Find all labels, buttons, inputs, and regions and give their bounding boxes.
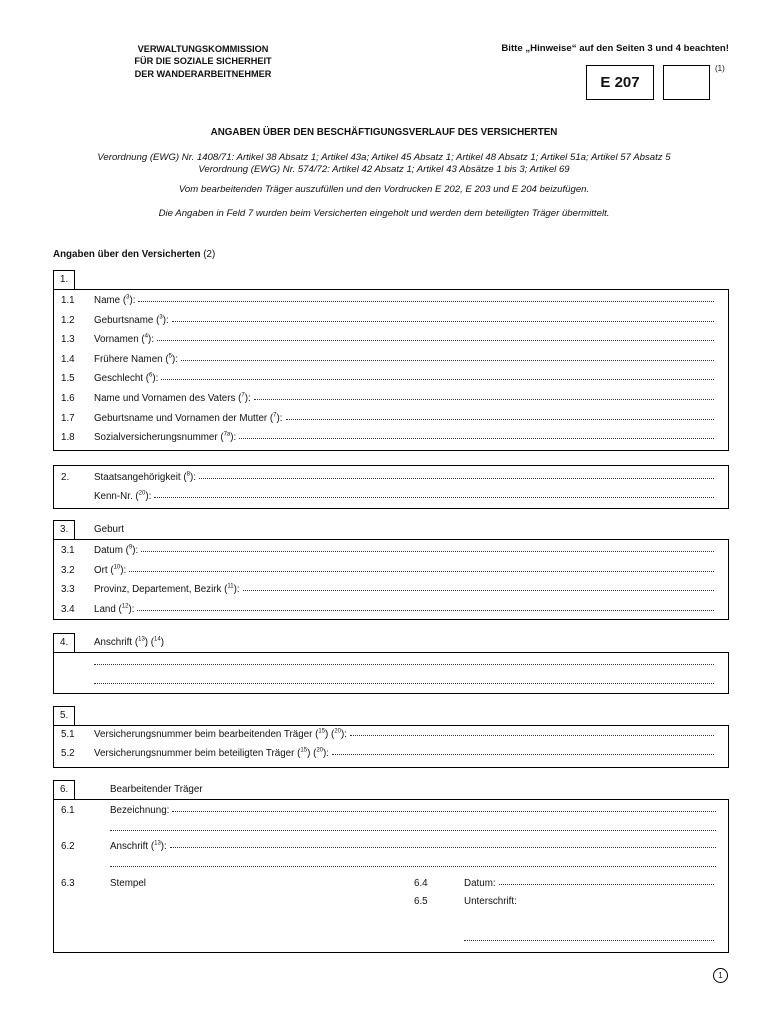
- institution-address-label: Anschrift ($^{13}$):: [110, 840, 167, 852]
- footnote-ref: 3: [159, 314, 163, 321]
- footnote-ref: 20: [316, 747, 324, 754]
- row-number: 3.1: [61, 545, 75, 556]
- institution-address-line[interactable]: [170, 846, 716, 848]
- form-field-row[interactable]: [94, 729, 714, 740]
- id-number-label-text: Kenn-Nr.: [94, 491, 133, 502]
- nationality-note: 8: [186, 471, 190, 478]
- address-heading-text: Anschrift: [94, 637, 133, 648]
- section-4-tab: [53, 633, 75, 653]
- field-label-text: Geschlecht: [94, 373, 144, 385]
- field-label: Land ($^{12}$):: [94, 603, 135, 615]
- form-field-row[interactable]: [94, 373, 714, 384]
- field-date[interactable]: [464, 878, 714, 889]
- footnote-ref: 11: [227, 583, 234, 590]
- authority-line-2: FÜR DIE SOZIALE SICHERHEIT: [134, 56, 272, 67]
- field-label-text: Vornamen: [94, 334, 139, 346]
- institution-name-label: Bezeichnung:: [110, 805, 170, 816]
- footnote-ref: 3: [126, 294, 130, 301]
- form-field-row[interactable]: [94, 334, 714, 345]
- fill-in-line[interactable]: [157, 339, 714, 341]
- field-label: Geburtsname ($^3$):: [94, 314, 169, 326]
- row-6-1-number: 6.1: [61, 805, 75, 816]
- address-line-1[interactable]: [94, 664, 714, 665]
- footnote-ref: 10: [113, 564, 121, 571]
- row-number: 1.5: [61, 373, 75, 385]
- form-title: ANGABEN ÜBER DEN BESCHÄFTIGUNGSVERLAUF DES VERSICHERTEN: [210, 127, 558, 138]
- row-number: 1.3: [61, 334, 75, 346]
- footnote-ref: 12: [121, 603, 129, 610]
- row-number: 1.6: [61, 393, 75, 404]
- regulation-line-2: Verordnung (EWG) Nr. 574/72: Artikel 42 Absatz 1; Artikel 43 Absätze 1 bis 3; Artikel 69: [198, 163, 570, 175]
- page-number: 1: [718, 971, 723, 980]
- field-label: Sozialversicherungsnummer ($^{7a}$):: [94, 431, 237, 444]
- section-4-box: [53, 652, 729, 694]
- section-3-tab: [53, 520, 75, 540]
- nationality-label: Staatsangehörigkeit ($^8$):: [94, 471, 196, 483]
- section-4-heading: Anschrift ($^{13}$) ($^{14}$): [94, 636, 164, 648]
- field-label: Provinz, Departement, Bezirk ($^{11}$):: [94, 583, 240, 595]
- section-6-tab: [53, 780, 75, 800]
- row-number: 3.2: [61, 564, 75, 576]
- instruction-2: Die Angaben in Feld 7 wurden beim Versicherten eingeholt und werden dem beteiligten Träger übermittelt.: [158, 208, 610, 219]
- regulation-references: [40, 152, 728, 175]
- id-number-note: 20: [138, 490, 146, 497]
- section-1-box: [53, 289, 729, 451]
- field-label-text: Sozialversicherungsnummer: [94, 432, 218, 444]
- footnote-ref: 5: [168, 353, 172, 360]
- form-field-row[interactable]: [94, 565, 714, 576]
- row-6-3-number: 6.3: [61, 878, 75, 889]
- section-2-number: 2.: [61, 472, 70, 483]
- authority-line-1: VERWALTUNGSKOMMISSION: [137, 44, 269, 54]
- footnote-ref: 6: [149, 373, 153, 380]
- section-title-text: Angaben über den Versicherten: [53, 249, 201, 260]
- field-label-text: Geburtsname und Vornamen der Mutter: [94, 412, 268, 424]
- form-field-row[interactable]: [94, 432, 714, 443]
- row-number: 3.4: [61, 603, 75, 615]
- address-note-a: 13: [138, 636, 145, 643]
- section-5-number: 5.: [60, 710, 69, 721]
- footnote-ref: 7: [273, 412, 277, 419]
- field-label: Geschlecht ($^6$):: [94, 373, 159, 385]
- section-6-box: [53, 799, 729, 953]
- row-6-2-number: 6.2: [61, 841, 75, 852]
- section-6-heading: Bearbeitender Träger: [110, 784, 203, 795]
- footnote-ref: 4: [144, 333, 148, 340]
- row-number: 1.7: [61, 412, 75, 424]
- institution-address-label-text: Anschrift: [110, 841, 149, 852]
- issuing-authority: [95, 43, 311, 80]
- section-5-tab: [53, 706, 75, 726]
- address-line-2[interactable]: [94, 683, 714, 684]
- institution-address-line-2[interactable]: [110, 866, 716, 867]
- institution-address-note: 13: [154, 840, 161, 847]
- stamp-label: Stempel: [110, 878, 146, 889]
- row-number: 1.1: [61, 295, 75, 306]
- institution-name-line-2[interactable]: [110, 830, 716, 831]
- field-label-text: Geburtsname: [94, 314, 154, 326]
- fill-in-line[interactable]: [161, 378, 714, 380]
- institution-name-line[interactable]: [172, 810, 716, 812]
- field-institution-address[interactable]: [110, 841, 716, 852]
- field-label-text: Land: [94, 603, 116, 615]
- fill-in-line[interactable]: [129, 570, 714, 572]
- fill-in-line[interactable]: [286, 418, 714, 420]
- form-field-row[interactable]: [94, 315, 714, 326]
- field-label-text: Versicherungsnummer beim bearbeitenden Träger: [94, 729, 313, 740]
- nationality-label-text: Staatsangehörigkeit: [94, 472, 181, 483]
- footnote-ref: 20: [334, 728, 341, 735]
- section-1-tab: [53, 270, 75, 290]
- field-label-text: Frühere Namen: [94, 353, 163, 365]
- fill-in-line[interactable]: [138, 300, 714, 302]
- fill-in-line[interactable]: [254, 398, 714, 400]
- row-number: 5.2: [61, 748, 75, 759]
- section-6-number: 6.: [60, 784, 69, 795]
- field-institution-name[interactable]: [110, 805, 716, 816]
- footnote-ref: 15: [318, 728, 326, 735]
- field-label: Datum ($^9$):: [94, 544, 139, 556]
- field-label-text: Name: [94, 295, 121, 306]
- field-label: Geburtsname und Vornamen der Mutter ($^7$):: [94, 412, 283, 424]
- signature-line[interactable]: [464, 940, 714, 941]
- field-label: Vornamen ($^4$):: [94, 333, 154, 346]
- section-title-note: (2): [203, 249, 216, 260]
- form-code-box: [586, 65, 654, 100]
- field-id-number[interactable]: [94, 491, 714, 502]
- date-label: Datum:: [464, 878, 496, 889]
- form-field-row[interactable]: [94, 584, 714, 595]
- signature-label: Unterschrift:: [464, 896, 517, 907]
- id-number-line[interactable]: [154, 496, 714, 498]
- authority-line-3: DER WANDERARBEITNEHMER: [134, 68, 272, 79]
- fill-in-line[interactable]: [137, 609, 714, 611]
- field-label-text: Versicherungsnummer beim beteiligten Träger: [94, 748, 295, 759]
- row-number: 5.1: [61, 729, 75, 740]
- field-label: Versicherungsnummer beim bearbeitenden Träger ($^{15}$) ($^{20}$):: [94, 728, 347, 740]
- country-code-field[interactable]: [663, 65, 710, 100]
- page-number-badge: [713, 968, 728, 983]
- section-3-heading: Geburt: [94, 524, 124, 535]
- field-label-text: Name und Vornamen des Vaters: [94, 393, 236, 404]
- section-1-number: 1.: [60, 274, 69, 285]
- form-field-row[interactable]: [94, 393, 714, 404]
- form-field-row[interactable]: [94, 295, 714, 306]
- field-label-text: Ort: [94, 564, 108, 576]
- field-label: Ort ($^{10}$):: [94, 564, 127, 576]
- form-field-row[interactable]: [94, 545, 714, 556]
- row-6-5-number: 6.5: [414, 896, 428, 907]
- fill-in-line[interactable]: [243, 589, 714, 591]
- row-number: 1.2: [61, 314, 75, 326]
- row-number: 3.3: [61, 584, 75, 595]
- field-label: Name ($^3$):: [94, 294, 136, 306]
- footnote-1: (1): [715, 64, 725, 73]
- fill-in-line[interactable]: [350, 734, 714, 736]
- instruction-1: Vom bearbeitenden Träger auszufüllen und den Vordrucken E 202, E 203 und E 204 beizufügen.: [178, 184, 590, 195]
- address-note-b: 14: [154, 636, 161, 643]
- footnote-ref: 7: [241, 392, 245, 399]
- fill-in-line[interactable]: [172, 320, 714, 322]
- fill-in-line[interactable]: [332, 753, 714, 755]
- fill-in-line[interactable]: [181, 359, 714, 361]
- row-6-4-number: 6.4: [414, 878, 428, 889]
- notes-notice: Bitte „Hinweise“ auf den Seiten 3 und 4 beachten!: [501, 43, 729, 54]
- section-3-number: 3.: [60, 524, 69, 535]
- form-code: E 207: [600, 74, 640, 91]
- row-number: 1.4: [61, 353, 75, 365]
- row-number: 1.8: [61, 432, 75, 444]
- form-field-row[interactable]: [94, 604, 714, 615]
- footnote-ref: 15: [300, 747, 308, 754]
- form-field-row[interactable]: [94, 748, 714, 759]
- footnote-ref: 9: [128, 544, 133, 551]
- regulation-line-1: Verordnung (EWG) Nr. 1408/71: Artikel 38 Absatz 1; Artikel 43a; Artikel 45 Absatz 1; Artikel 48 Absatz 1; Artikel 51a; Artikel 57 Absatz 5: [97, 152, 671, 163]
- footnote-ref: 7a: [223, 431, 231, 438]
- fill-in-line[interactable]: [141, 550, 714, 552]
- section-4-number: 4.: [60, 637, 69, 648]
- field-label: Frühere Namen ($^5$):: [94, 353, 178, 365]
- form-field-row[interactable]: [94, 354, 714, 365]
- field-label-text: Datum: [94, 545, 123, 556]
- field-label: Versicherungsnummer beim beteiligten Träger ($^{15}$) ($^{20}$):: [94, 747, 330, 759]
- field-label-text: Provinz, Departement, Bezirk: [94, 584, 222, 595]
- date-line[interactable]: [499, 883, 714, 885]
- section-title: [53, 249, 215, 260]
- field-nationality[interactable]: [94, 472, 714, 483]
- field-label: Name und Vornamen des Vaters ($^7$):: [94, 392, 251, 404]
- fill-in-line[interactable]: [239, 437, 714, 439]
- form-field-row[interactable]: [94, 413, 714, 424]
- nationality-line[interactable]: [199, 477, 714, 479]
- id-number-label: Kenn-Nr. ($^{20}$):: [94, 490, 152, 502]
